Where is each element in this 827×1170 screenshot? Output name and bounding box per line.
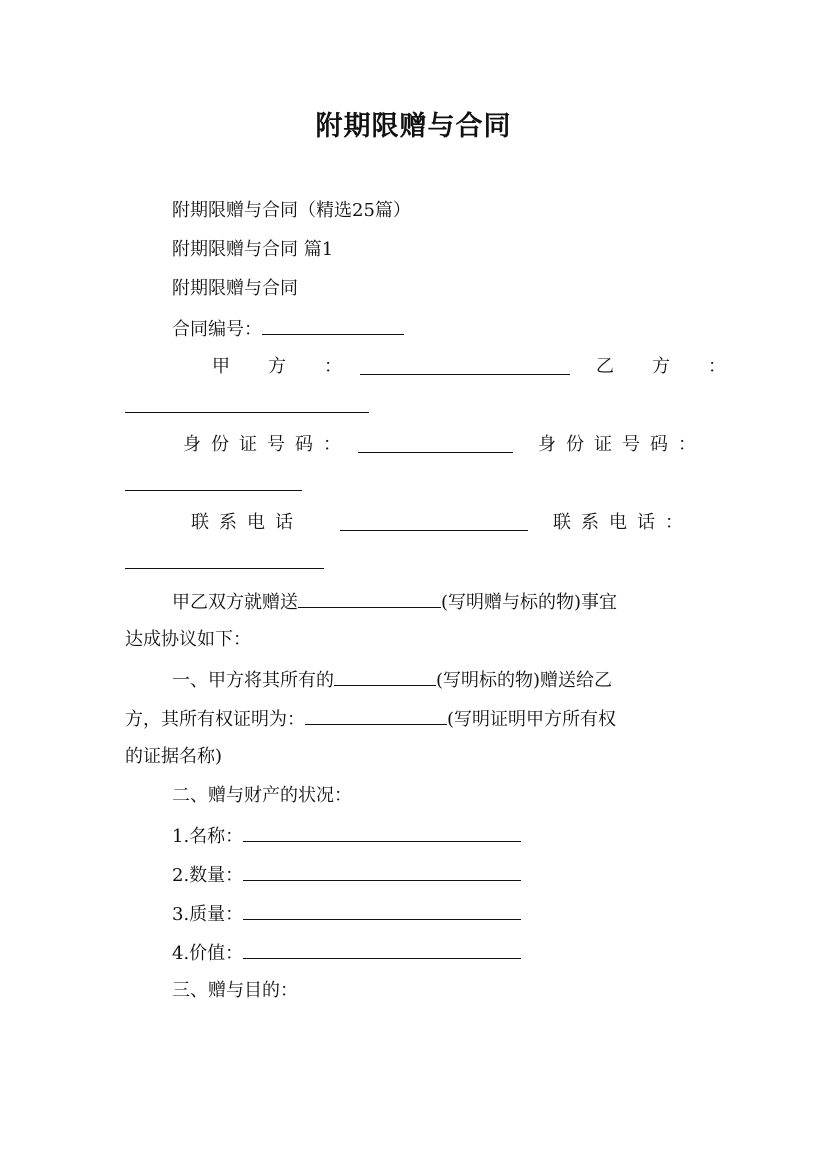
subtitle-line: 附期限赠与合同（精选25篇） [172, 200, 411, 221]
item-quality-blank [243, 901, 521, 920]
clause-one-line [172, 667, 612, 693]
gift-subject-suffix: (写明赠与标的物)事宜 [441, 592, 618, 613]
contract-name-line: 附期限赠与合同 [172, 278, 298, 299]
item-quality-label: 3.质量： [172, 904, 244, 925]
phone-a-label: 联系电话 [191, 512, 303, 533]
phone-a-blank [340, 529, 528, 531]
gift-subject-line [172, 589, 617, 615]
item-name-blank [243, 823, 521, 842]
agreement-line: 达成协议如下： [125, 629, 251, 650]
item-value-blank [243, 940, 521, 959]
ownership-line [125, 706, 616, 732]
document-title: 附期限赠与合同 [315, 111, 512, 142]
phone-b-blank [125, 567, 324, 569]
id-number-a-blank [358, 451, 513, 453]
phone-b-label: 联系电话： [553, 512, 693, 533]
contract-number-label: 合同编号： [172, 319, 262, 340]
party-b-label: 乙 方 ： [596, 356, 736, 377]
id-number-b-label: 身份证号码： [538, 434, 706, 455]
gift-subject-blank [298, 589, 441, 608]
item-quantity-label: 2.数量： [172, 865, 244, 886]
clause-one-blank [334, 667, 436, 686]
item-value-line [172, 940, 521, 966]
clause-one-suffix: (写明标的物)赠送给乙 [436, 670, 613, 691]
item-quantity-line [172, 862, 521, 888]
party-a-blank [360, 373, 570, 375]
contract-number-line [172, 316, 404, 342]
section-heading: 附期限赠与合同 篇1 [172, 239, 334, 260]
item-name-label: 1.名称： [172, 826, 244, 847]
party-a-label: 甲 方 ： [212, 356, 352, 377]
clause-one-prefix: 一、甲方将其所有的 [172, 670, 334, 691]
party-b-blank [125, 411, 369, 413]
evidence-line: 的证据名称) [125, 746, 223, 767]
gift-subject-prefix: 甲乙双方就赠送 [172, 592, 298, 613]
clause-three-heading: 三、赠与目的： [172, 980, 298, 1001]
ownership-suffix: (写明证明甲方所有权 [447, 709, 617, 730]
contract-number-blank [262, 316, 404, 335]
item-quantity-blank [243, 862, 521, 881]
id-number-a-label: 身份证号码： [183, 434, 351, 455]
ownership-blank [305, 706, 447, 725]
item-name-line [172, 823, 521, 849]
item-value-label: 4.价值： [172, 943, 244, 964]
clause-two-heading: 二、赠与财产的状况： [172, 785, 352, 806]
item-quality-line [172, 901, 521, 927]
ownership-prefix: 方，其所有权证明为： [125, 709, 305, 730]
id-number-b-blank [125, 489, 302, 491]
